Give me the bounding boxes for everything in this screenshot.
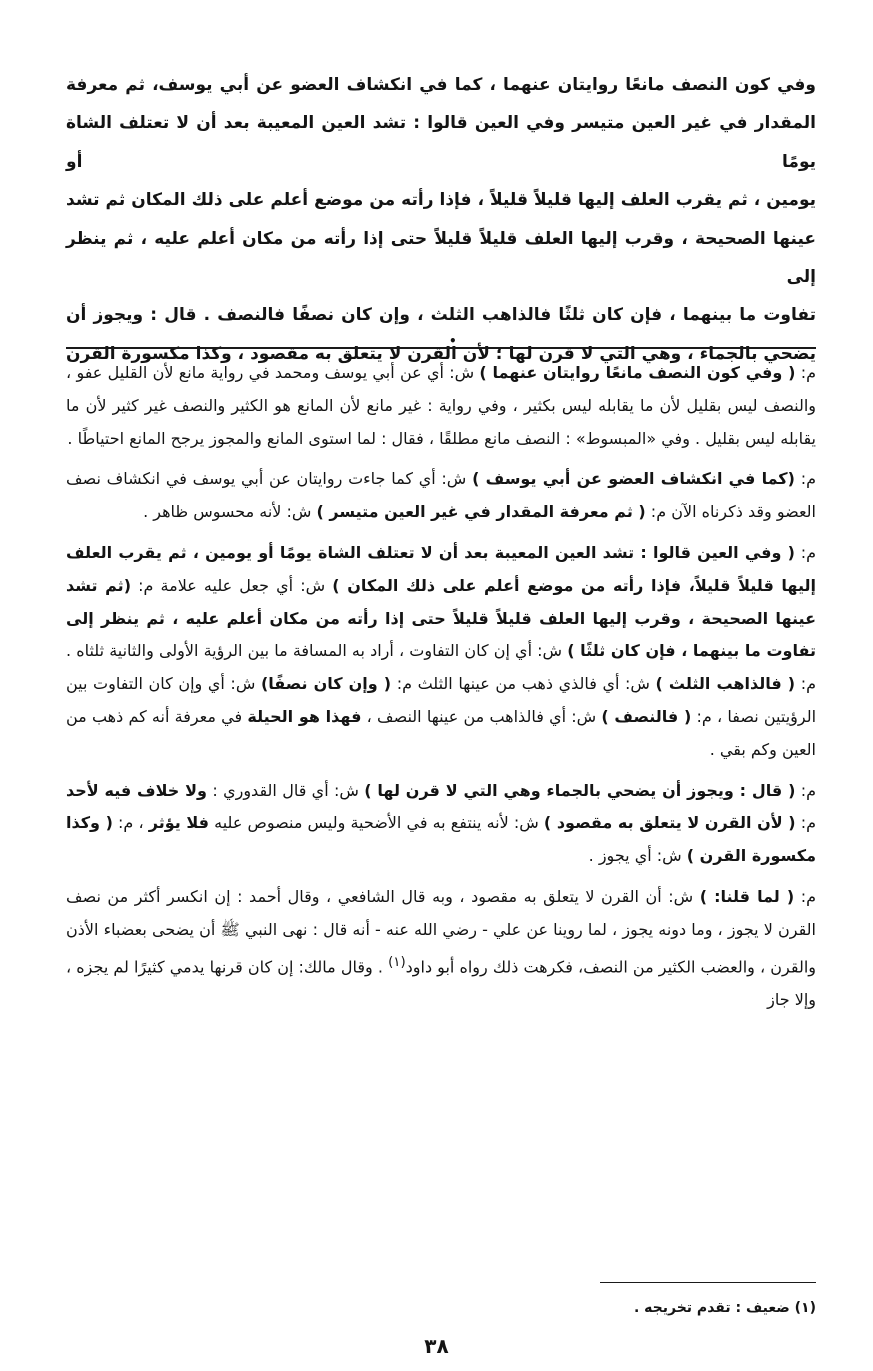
commentary-run: . وقال مالك: إن كان قرنها يدمي كثيرًا لم يجزه ، وإلا جاز: [66, 956, 816, 1009]
page-number: ٣٨: [424, 1334, 449, 1358]
commentary-run: ش: لأنه ينتفع به في الأضحية وليس منصوص عليه: [209, 813, 544, 833]
matn-line: يضحي بالجماء ، وهي التي لا قرن لها ؛ لأن القرن لا يتعلق به مقصود ، وكذا مكسورة القرن: [66, 343, 816, 364]
quoted-matn-run: (كما في انكشاف العضو عن أبي يوسف ): [472, 469, 795, 489]
commentary-run: ش: أي جعل عليه علامة م:: [131, 575, 333, 595]
commentary-block: [66, 357, 816, 1024]
matn-text-block: [66, 66, 816, 373]
commentary-run: ش: أي عن أبي يوسف ومحمد في رواية مانع لأن القليل عفو ، والنصف ليس بقليل لأن ما يقابله ليس بكثير ، وفي رواية : غير مانع لأن المانع هو الكثير والنصف غير كثير لأن ما يقابله ليس بقليل . وفي «المبسوط» : النصف مانع مطلقًا ، فقال : لما استوى المانع والمجوز يرجح المانع احتياطًا .: [66, 363, 816, 448]
commentary-paragraph: [66, 537, 816, 767]
commentary-run: م:: [794, 542, 817, 562]
matn-line: المقدار في غير العين متيسر وفي العين قالوا : تشد العين المعيبة بعد أن لا تعتلف الشاة يومًا أو: [66, 113, 816, 172]
commentary-run: ش: أن القرن لا يتعلق به مقصود ، وبه قال الشافعي ، وقال أحمد : إن انكسر أكثر من نصف القرن لا يجوز ، وما دونه يجوز ، لما روينا عن علي - رضي الله عنه - أنه قال : نهى النبي ﷺ أن يضحى بعضباء الأذن والقرن ، والعضب الكثير من النصف، فكرهت ذلك رواه أبو داود: [66, 886, 817, 976]
matn-end-marker: •: [449, 334, 457, 348]
quoted-matn-run: (ثم تشد عينها الصحيحة ، وقرب إليها العلف قليلاً قليلاً حتى إذا رأته من مكان أعلم عليه ، ثم ينظر إلى تفاوت ما بينهما ، فإن كان ثلثًا ): [66, 575, 817, 661]
commentary-run: ش: لأنه محسوس ظاهر .: [143, 502, 317, 522]
quoted-matn-run: ( لما قلنا: ): [699, 886, 795, 906]
quoted-matn-run: ( فالذاهب الثلث ): [655, 674, 796, 694]
matn-line: وفي كون النصف مانعًا روايتان عنهما ، كما في انكشاف العضو عن أبي يوسف، ثم معرفة: [66, 75, 816, 95]
matn-separator-rule: [66, 347, 816, 349]
commentary-run: م:: [794, 469, 816, 489]
commentary-run: ش: أي كما جاءت روايتان عن أبي يوسف في انكشاف نصف العضو وقد ذكرناه الآن م:: [66, 469, 816, 522]
commentary-paragraph: [66, 881, 816, 1017]
commentary-paragraph: [66, 463, 816, 529]
commentary-run: م:: [795, 363, 817, 382]
commentary-run: ش: أي وإن كان التفاوت بين الرؤيتين نصفا ، م:: [66, 674, 817, 726]
commentary-run: م:: [795, 780, 817, 800]
quoted-matn-run: ( ثم معرفة المقدار في غير العين متيسر ): [316, 502, 646, 522]
quoted-matn-run: ( وإن كان نصفًا): [260, 674, 392, 694]
footnote: (١) ضعيف : تقدم تخريجه .: [633, 1300, 816, 1316]
commentary-run: ش: أي يجوز .: [588, 846, 687, 866]
quoted-matn-run: ( وكذا مكسورة القرن ): [66, 813, 816, 866]
quoted-matn-run: فلا يؤثر: [148, 813, 209, 833]
quoted-matn-run: ( قال : ويجوز أن يضحي بالجماء وهي التي لا قرن لها ): [364, 780, 796, 800]
commentary-run: م:: [795, 813, 817, 833]
quoted-matn-run: ولا خلاف فيه لأحد: [66, 780, 207, 800]
commentary-run: ش: أي فالذاهب من عينها النصف ،: [361, 706, 602, 726]
commentary-run: ش: أي إن كان التفاوت ، أراد به المسافة ما بين الرؤية الأولى والثانية ثلثاه . م:: [66, 641, 817, 694]
commentary-run: ش: أي قال القدوري :: [207, 780, 365, 800]
commentary-run: ، م:: [112, 813, 149, 833]
commentary-paragraph: [66, 357, 816, 455]
matn-line: يومين ، ثم يقرب العلف إليها قليلاً قليلاً ، فإذا رأته من موضع أعلم على ذلك المكان ثم تشد: [66, 190, 816, 211]
matn-line: تفاوت ما بينهما ، فإن كان ثلثًا فالذاهب الثلث ، وإن كان نصفًا فالنصف . قال : ويجوز أن: [66, 305, 816, 326]
matn-line: عينها الصحيحة ، وقرب إليها العلف قليلاً قليلاً حتى إذا رأته من مكان أعلم عليه ، ثم ينظر إلى: [66, 228, 816, 288]
quoted-matn-run: فهذا هو الحيلة: [247, 706, 362, 726]
quoted-matn-run: ( لأن القرن لا يتعلق به مقصود ): [543, 813, 796, 833]
footnote-reference: (١): [388, 954, 406, 970]
quoted-matn-run: ( وفي كون النصف مانعًا روايتان عنهما ): [479, 363, 796, 382]
commentary-run: في معرفة أنه كم ذهب من العين وكم بقي .: [66, 706, 816, 759]
footnote-separator-rule: [600, 1282, 816, 1283]
quoted-matn-run: ( وفي العين قالوا : تشد العين المعيبة بعد أن لا تعتلف الشاة يومًا أو يومين ، ثم يقرب العلف إليها قليلاً قليلاً، فإذا رأته من موضع أعلم على ذلك المكان ): [66, 542, 817, 595]
commentary-paragraph: [66, 775, 816, 873]
commentary-run: ش: أي فالذي ذهب من عينها الثلث م:: [391, 674, 656, 694]
quoted-matn-run: ( فالنصف ): [601, 706, 692, 726]
commentary-run: م:: [794, 886, 816, 906]
